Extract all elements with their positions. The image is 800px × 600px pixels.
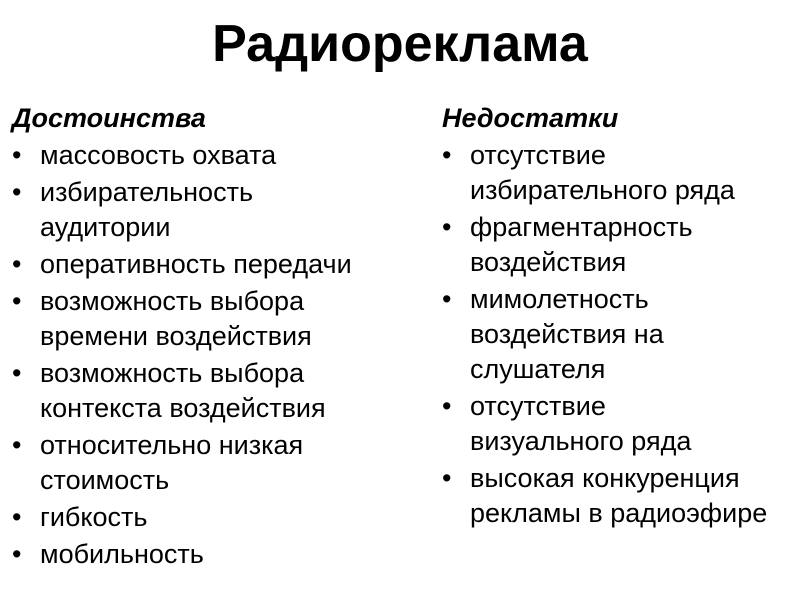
list-item: • высокая конкуренция рекламы в радиоэфире [442, 461, 790, 531]
slide-title: Радиореклама [212, 15, 588, 73]
list-item: • отсутствие избирательного ряда [442, 138, 780, 208]
list-item: • фрагментарность воздействия [442, 210, 760, 280]
list-item: • возможность выбора времени воздействия [12, 284, 370, 354]
advantages-list [12, 138, 422, 572]
list-item: • отсутствие визуального ряда [442, 389, 720, 459]
disadvantages-heading: Недостатки [442, 103, 619, 133]
disadvantages-list [442, 138, 792, 531]
list-item: • оперативность передачи [12, 247, 422, 282]
disadvantages-column [442, 100, 792, 533]
advantages-column [12, 100, 422, 574]
list-item: • массовость охвата [12, 138, 422, 173]
list-item: • мобильность [12, 537, 422, 572]
list-item: • гибкость [12, 500, 422, 535]
list-item: • мимолетность воздействия на слушателя [442, 282, 730, 387]
list-item: • относительно низкая стоимость [12, 428, 370, 498]
list-item: • возможность выбора контекста воздействия [12, 356, 400, 426]
list-item: • избирательность аудитории [12, 175, 330, 245]
advantages-heading: Достоинства [12, 103, 206, 133]
